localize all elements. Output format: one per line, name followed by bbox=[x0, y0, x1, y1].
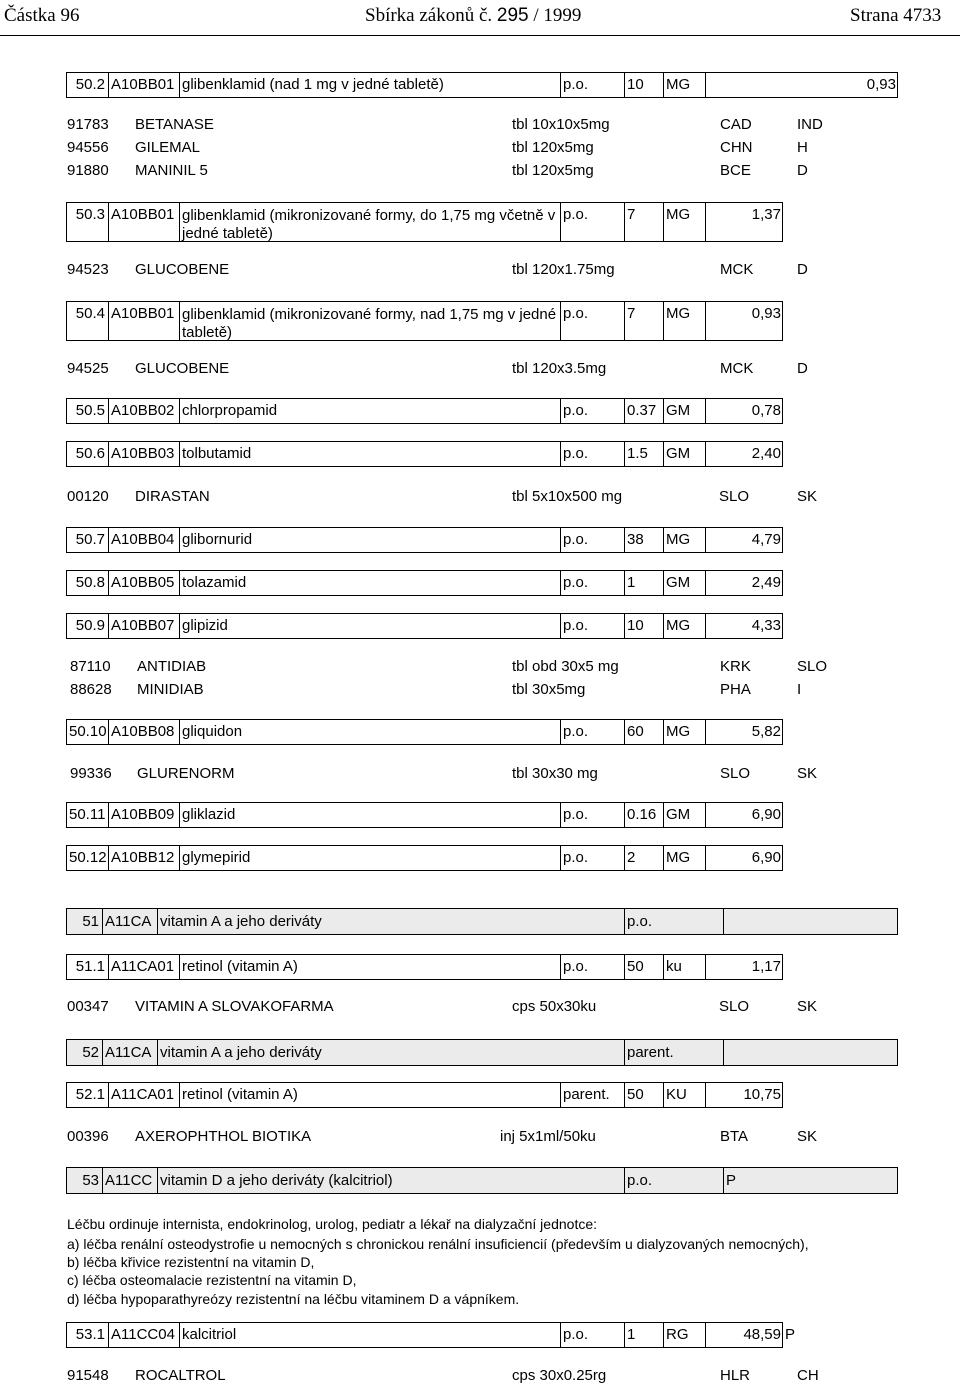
group-unit: MG bbox=[663, 203, 705, 241]
product-row bbox=[0, 139, 960, 161]
header-rule bbox=[0, 35, 960, 36]
group-route: p.o. bbox=[560, 302, 624, 340]
product-country: SK bbox=[797, 765, 818, 782]
group-route: p.o. bbox=[560, 203, 624, 241]
group-dose: 1 bbox=[624, 571, 663, 595]
group-row bbox=[66, 845, 783, 871]
group-atc: A10BB01 bbox=[108, 73, 179, 97]
group-atc: A10BB12 bbox=[108, 846, 179, 870]
group-unit: KU bbox=[663, 1083, 705, 1107]
product-id: 91880 bbox=[67, 162, 109, 179]
group-row bbox=[66, 301, 783, 341]
group-unit: MG bbox=[663, 846, 705, 870]
collection-title: Sbírka zákonů č. 295 / 1999 bbox=[365, 5, 582, 26]
product-name: GLUCOBENE bbox=[135, 360, 230, 377]
group-route: p.o. bbox=[560, 955, 624, 979]
group-route: p.o. bbox=[560, 442, 624, 466]
product-country: SK bbox=[797, 998, 818, 1015]
product-country: D bbox=[797, 162, 808, 179]
group-unit: GM bbox=[663, 442, 705, 466]
group-price: 4,79 bbox=[705, 528, 784, 552]
group-atc: A10BB02 bbox=[108, 399, 179, 423]
group-price: 2,49 bbox=[705, 571, 784, 595]
product-row bbox=[0, 488, 960, 510]
group-unit: RG bbox=[663, 1323, 705, 1347]
group-row bbox=[66, 954, 783, 980]
group-code: 50.5 bbox=[75, 402, 105, 419]
product-country: SK bbox=[797, 1128, 818, 1145]
product-maker: HLR bbox=[720, 1367, 751, 1384]
group-unit: MG bbox=[663, 73, 705, 97]
heading-code: 51 bbox=[82, 913, 99, 930]
product-row bbox=[0, 1367, 960, 1389]
product-maker: SLO bbox=[720, 765, 751, 782]
heading-name: vitamin A a jeho deriváty bbox=[157, 909, 624, 934]
group-atc: A10BB05 bbox=[108, 571, 179, 595]
product-form: inj 5x1ml/50ku bbox=[500, 1128, 596, 1145]
heading-atc: A11CC bbox=[102, 1168, 157, 1193]
group-dose: 0.37 bbox=[624, 399, 663, 423]
group-name: chlorpropamid bbox=[179, 399, 560, 423]
group-route: p.o. bbox=[560, 399, 624, 423]
product-id: 87110 bbox=[70, 658, 111, 675]
product-form: cps 30x0.25rg bbox=[512, 1367, 607, 1384]
product-maker: MCK bbox=[720, 360, 754, 377]
product-country: I bbox=[797, 681, 802, 698]
group-unit: GM bbox=[663, 399, 705, 423]
group-dose: 50 bbox=[624, 955, 663, 979]
product-name: GILEMAL bbox=[135, 139, 201, 156]
group-row bbox=[66, 527, 783, 553]
page-number: Strana 4733 bbox=[850, 5, 942, 26]
note-line: Léčbu ordinuje internista, endokrinolog, urolog, pediatr a lékař na dialyzační jednotce: bbox=[67, 1216, 598, 1232]
group-row bbox=[66, 1322, 783, 1348]
group-row bbox=[66, 202, 783, 242]
group-atc: A10BB04 bbox=[108, 528, 179, 552]
group-atc: A10BB08 bbox=[108, 720, 179, 744]
heading-flag bbox=[723, 1040, 899, 1065]
product-name: MANINIL 5 bbox=[135, 162, 208, 179]
group-price: 2,40 bbox=[705, 442, 784, 466]
product-form: cps 50x30ku bbox=[512, 998, 597, 1015]
group-name: tolbutamid bbox=[179, 442, 560, 466]
group-price: 4,33 bbox=[705, 614, 784, 638]
group-price: 0,93 bbox=[705, 73, 899, 97]
product-row bbox=[0, 765, 960, 787]
note-line: a) léčba renální osteodystrofie u nemocných s chronickou renální insuficiencií (především u dialyzovaných nemocných), bbox=[67, 1236, 809, 1252]
product-country: H bbox=[797, 139, 808, 156]
product-row bbox=[0, 116, 960, 138]
product-maker: KRK bbox=[720, 658, 751, 675]
product-name: BETANASE bbox=[135, 116, 214, 133]
group-code: 50.2 bbox=[75, 76, 105, 93]
product-row bbox=[0, 261, 960, 283]
group-name: kalcitriol bbox=[179, 1323, 560, 1347]
note-line: d) léčba hypoparathyreózy rezistentní na léčbu vitaminem D a vápníkem. bbox=[67, 1291, 520, 1307]
group-atc: A10BB03 bbox=[108, 442, 179, 466]
product-name: MINIDIAB bbox=[137, 681, 204, 698]
heading-flag: P bbox=[723, 1168, 899, 1193]
group-price: 6,90 bbox=[705, 846, 784, 870]
product-name: VITAMIN A SLOVAKOFARMA bbox=[135, 998, 334, 1015]
group-atc: A10BB01 bbox=[108, 302, 179, 340]
group-unit: MG bbox=[663, 720, 705, 744]
product-country: CH bbox=[797, 1367, 819, 1384]
heading-code: 52 bbox=[82, 1044, 99, 1061]
product-form: tbl obd 30x5 mg bbox=[512, 658, 619, 675]
group-route: p.o. bbox=[560, 614, 624, 638]
group-dose: 10 bbox=[624, 614, 663, 638]
product-form: tbl 120x3.5mg bbox=[512, 360, 607, 377]
group-price: 10,75 bbox=[705, 1083, 784, 1107]
heading-route: p.o. bbox=[624, 909, 723, 934]
product-maker: PHA bbox=[720, 681, 751, 698]
note-line: c) léčba osteomalacie rezistentní na vitamin D, bbox=[67, 1272, 357, 1288]
group-code: 53.1 bbox=[75, 1326, 105, 1343]
product-id: 88628 bbox=[70, 681, 112, 698]
group-dose: 7 bbox=[624, 302, 663, 340]
group-code: 50.3 bbox=[75, 206, 105, 223]
group-route: p.o. bbox=[560, 720, 624, 744]
group-route: p.o. bbox=[560, 803, 624, 827]
group-dose: 2 bbox=[624, 846, 663, 870]
group-price: 1,17 bbox=[705, 955, 784, 979]
group-atc: A10BB01 bbox=[108, 203, 179, 241]
group-atc: A10BB09 bbox=[108, 803, 179, 827]
product-id: 94523 bbox=[67, 261, 109, 278]
product-form: tbl 120x1.75mg bbox=[512, 261, 615, 278]
group-code: 50.12 bbox=[69, 849, 107, 866]
group-row bbox=[66, 398, 783, 424]
heading-atc: A11CA bbox=[102, 909, 157, 934]
product-maker: BTA bbox=[720, 1128, 749, 1145]
group-row bbox=[66, 719, 783, 745]
group-code: 50.10 bbox=[69, 723, 107, 740]
product-form: tbl 30x30 mg bbox=[512, 765, 598, 782]
product-country: D bbox=[797, 360, 808, 377]
group-unit: GM bbox=[663, 571, 705, 595]
product-name: ANTIDIAB bbox=[137, 658, 207, 675]
product-id: 00396 bbox=[67, 1128, 109, 1145]
group-dose: 0.16 bbox=[624, 803, 663, 827]
product-row bbox=[0, 998, 960, 1020]
group-name: glibenklamid (nad 1 mg v jedné tabletě) bbox=[179, 73, 560, 97]
group-unit: GM bbox=[663, 803, 705, 827]
group-dose: 38 bbox=[624, 528, 663, 552]
group-price: 6,90 bbox=[705, 803, 784, 827]
group-unit: MG bbox=[663, 614, 705, 638]
group-dose: 1 bbox=[624, 1323, 663, 1347]
group-atc: A11CC04 bbox=[108, 1323, 179, 1347]
product-maker: BCE bbox=[720, 162, 751, 179]
group-row bbox=[66, 441, 783, 467]
product-maker: SLO bbox=[719, 998, 750, 1015]
heading-atc: A11CA bbox=[102, 1040, 157, 1065]
group-code: 50.7 bbox=[75, 531, 105, 548]
product-id: 99336 bbox=[70, 765, 112, 782]
product-maker: SLO bbox=[719, 488, 750, 505]
product-row bbox=[0, 658, 960, 680]
heading-route: p.o. bbox=[624, 1168, 723, 1193]
group-code: 50.9 bbox=[75, 617, 105, 634]
group-code: 50.6 bbox=[75, 445, 105, 462]
product-id: 00347 bbox=[67, 998, 109, 1015]
group-code: 50.8 bbox=[75, 574, 105, 591]
product-country: SK bbox=[797, 488, 818, 505]
group-route: p.o. bbox=[560, 73, 624, 97]
group-price: 5,82 bbox=[705, 720, 784, 744]
product-id: 94525 bbox=[67, 360, 109, 377]
product-form: tbl 30x5mg bbox=[512, 681, 586, 698]
group-name: glibenklamid (mikronizované formy, do 1,75 mg včetně v jedné tabletě) bbox=[179, 203, 560, 241]
group-name: glipizid bbox=[179, 614, 560, 638]
group-code: 52.1 bbox=[75, 1086, 105, 1103]
group-dose: 10 bbox=[624, 73, 663, 97]
group-price: 0,78 bbox=[705, 399, 784, 423]
group-dose: 50 bbox=[624, 1083, 663, 1107]
group-row bbox=[66, 72, 898, 98]
product-name: ROCALTROL bbox=[135, 1367, 226, 1384]
heading-code: 53 bbox=[82, 1172, 99, 1189]
product-row bbox=[0, 681, 960, 703]
product-name: DIRASTAN bbox=[135, 488, 210, 505]
group-row bbox=[66, 802, 783, 828]
product-form: tbl 120x5mg bbox=[512, 162, 594, 179]
heading-name: vitamin A a jeho deriváty bbox=[157, 1040, 624, 1065]
group-name: retinol (vitamin A) bbox=[179, 955, 560, 979]
product-country: SLO bbox=[797, 658, 828, 675]
group-dose: 1.5 bbox=[624, 442, 663, 466]
group-atc: A10BB07 bbox=[108, 614, 179, 638]
law-number: 295 bbox=[496, 5, 529, 26]
group-route: p.o. bbox=[560, 571, 624, 595]
group-name: gliklazid bbox=[179, 803, 560, 827]
heading-name: vitamin D a jeho deriváty (kalcitriol) bbox=[157, 1168, 624, 1193]
group-price: 48,59 bbox=[705, 1323, 784, 1347]
product-id: 91548 bbox=[67, 1367, 109, 1384]
group-code: 50.11 bbox=[69, 806, 106, 823]
group-code: 51.1 bbox=[75, 958, 105, 975]
group-name: glibornurid bbox=[179, 528, 560, 552]
product-id: 00120 bbox=[67, 488, 109, 505]
heading-route: parent. bbox=[624, 1040, 723, 1065]
group-atc: A11CA01 bbox=[108, 955, 179, 979]
product-maker: CHN bbox=[720, 139, 753, 156]
group-unit: MG bbox=[663, 302, 705, 340]
group-name: tolazamid bbox=[179, 571, 560, 595]
group-row bbox=[66, 570, 783, 596]
product-form: tbl 120x5mg bbox=[512, 139, 594, 156]
product-row bbox=[0, 162, 960, 184]
product-form: tbl 5x10x500 mg bbox=[512, 488, 623, 505]
page-header bbox=[0, 0, 960, 36]
group-flag: P bbox=[785, 1326, 796, 1343]
group-name: gliquidon bbox=[179, 720, 560, 744]
group-dose: 7 bbox=[624, 203, 663, 241]
group-name: glymepirid bbox=[179, 846, 560, 870]
group-name: retinol (vitamin A) bbox=[179, 1083, 560, 1107]
product-name: AXEROPHTHOL BIOTIKA bbox=[135, 1128, 312, 1145]
group-row bbox=[66, 613, 783, 639]
group-route: parent. bbox=[560, 1083, 624, 1107]
product-maker: CAD bbox=[720, 116, 752, 133]
product-name: GLUCOBENE bbox=[135, 261, 230, 278]
product-country: D bbox=[797, 261, 808, 278]
product-name: GLURENORM bbox=[137, 765, 235, 782]
group-row bbox=[66, 1082, 783, 1108]
group-dose: 60 bbox=[624, 720, 663, 744]
group-route: p.o. bbox=[560, 528, 624, 552]
heading-flag bbox=[723, 909, 899, 934]
product-country: IND bbox=[797, 116, 823, 133]
note-line: b) léčba křivice rezistentní na vitamin D, bbox=[67, 1254, 315, 1270]
group-unit: ku bbox=[663, 955, 705, 979]
product-id: 94556 bbox=[67, 139, 109, 156]
category-heading-row bbox=[66, 908, 898, 935]
group-unit: MG bbox=[663, 528, 705, 552]
product-id: 91783 bbox=[67, 116, 109, 133]
product-row bbox=[0, 360, 960, 382]
group-atc: A11CA01 bbox=[108, 1083, 179, 1107]
group-price: 1,37 bbox=[705, 203, 784, 241]
category-heading-row bbox=[66, 1039, 898, 1066]
product-row bbox=[0, 1128, 960, 1150]
group-route: p.o. bbox=[560, 1323, 624, 1347]
group-price: 0,93 bbox=[705, 302, 784, 340]
product-maker: MCK bbox=[720, 261, 754, 278]
group-route: p.o. bbox=[560, 846, 624, 870]
group-name: glibenklamid (mikronizované formy, nad 1,75 mg v jedné tabletě) bbox=[179, 302, 560, 340]
category-heading-row bbox=[66, 1167, 898, 1194]
group-code: 50.4 bbox=[75, 305, 105, 322]
part-number: Částka 96 bbox=[4, 5, 80, 26]
product-form: tbl 10x10x5mg bbox=[512, 116, 610, 133]
